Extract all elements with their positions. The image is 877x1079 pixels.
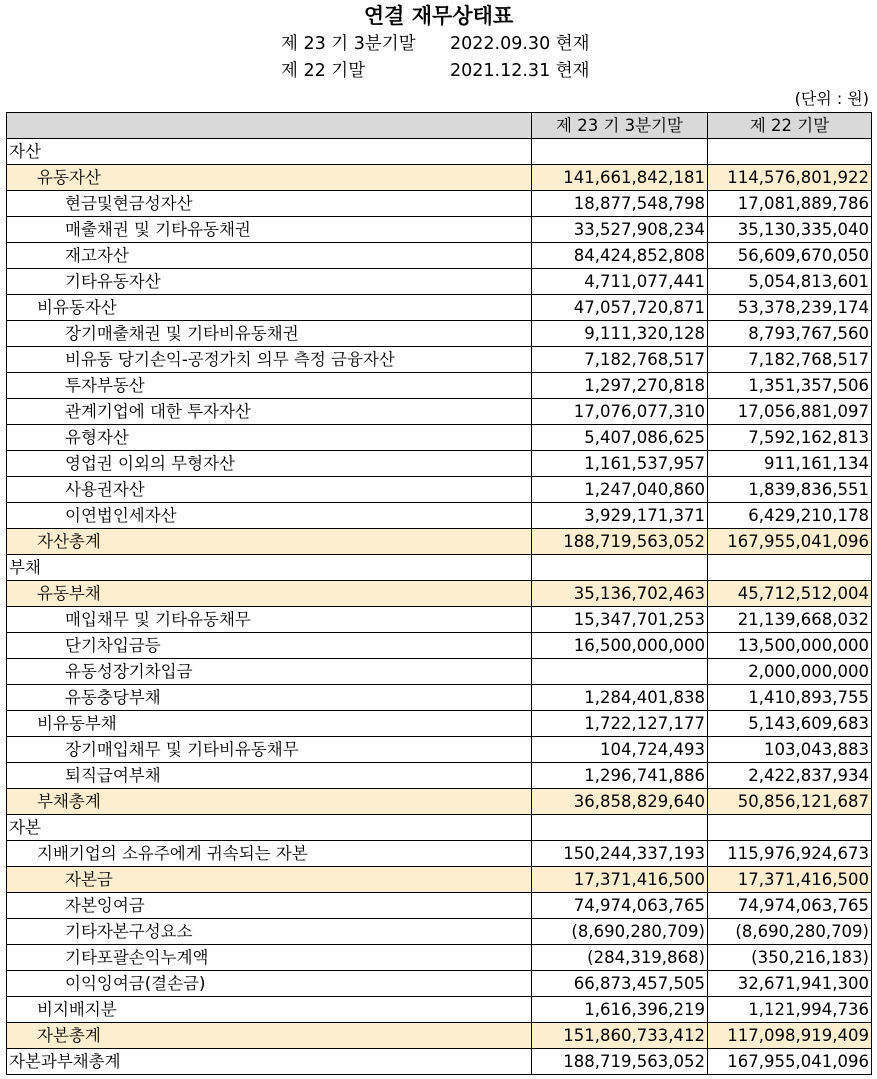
- account-name: 영업권 이외의 무형자산: [7, 451, 532, 477]
- current-period-value: 7,182,768,517: [532, 347, 708, 373]
- table-row: [7, 347, 872, 373]
- prior-period-value: 114,576,801,922: [708, 165, 872, 191]
- current-period-value: 1,297,270,818: [532, 373, 708, 399]
- account-name: 장기매출채권 및 기타비유동채권: [7, 321, 532, 347]
- table-row: [7, 191, 872, 217]
- table-row: [7, 529, 872, 555]
- table-row: [7, 1049, 872, 1075]
- table-row: [7, 919, 872, 945]
- current-period-value: 66,873,457,505: [532, 971, 708, 997]
- table-row: [7, 737, 872, 763]
- current-period-value: 15,347,701,253: [532, 607, 708, 633]
- account-name: 장기매입채무 및 기타비유동채무: [7, 737, 532, 763]
- current-period-value: 36,858,829,640: [532, 789, 708, 815]
- table-row: [7, 841, 872, 867]
- statement-title: 연결 재무상태표: [363, 4, 514, 28]
- prior-period-value: 5,054,813,601: [708, 269, 872, 295]
- table-row: [7, 971, 872, 997]
- account-name: 기타유동자산: [7, 269, 532, 295]
- account-name: 비유동부채: [7, 711, 532, 737]
- prior-period-value: 50,856,121,687: [708, 789, 872, 815]
- account-name: 기타포괄손익누계액: [7, 945, 532, 971]
- table-row: [7, 1023, 872, 1049]
- unit-label: (단위 : 원): [794, 89, 869, 108]
- account-name: 자본: [7, 815, 532, 841]
- prior-period-value: 21,139,668,032: [708, 607, 872, 633]
- prior-period-value: 1,351,357,506: [708, 373, 872, 399]
- prior-period-value: 53,378,239,174: [708, 295, 872, 321]
- prior-period-value: 117,098,919,409: [708, 1023, 872, 1049]
- account-name: 재고자산: [7, 243, 532, 269]
- prior-period-value: 8,793,767,560: [708, 321, 872, 347]
- account-name: 유동자산: [7, 165, 532, 191]
- balance-sheet-table: [6, 112, 872, 1075]
- current-period-value: 150,244,337,193: [532, 841, 708, 867]
- current-period-value: 1,161,537,957: [532, 451, 708, 477]
- account-name: 유동부채: [7, 581, 532, 607]
- current-period-value: 1,616,396,219: [532, 997, 708, 1023]
- current-period-value: 141,661,842,181: [532, 165, 708, 191]
- prior-period-value: 167,955,041,096: [708, 1049, 872, 1075]
- account-name: 관계기업에 대한 투자자산: [7, 399, 532, 425]
- prior-period-value: 115,976,924,673: [708, 841, 872, 867]
- table-row: [7, 581, 872, 607]
- current-period-value: 1,722,127,177: [532, 711, 708, 737]
- table-row: [7, 711, 872, 737]
- account-name: 매입채무 및 기타유동채무: [7, 607, 532, 633]
- table-row: [7, 555, 872, 581]
- table-row: [7, 867, 872, 893]
- prior-period-value: 74,974,063,765: [708, 893, 872, 919]
- account-name: 자산총계: [7, 529, 532, 555]
- account-name: 비유동 당기손익-공정가치 의무 측정 금융자산: [7, 347, 532, 373]
- account-name: 지배기업의 소유주에게 귀속되는 자본: [7, 841, 532, 867]
- prior-period-value: (350,216,183): [708, 945, 872, 971]
- current-period-value: 151,860,733,412: [532, 1023, 708, 1049]
- prior-period-value: 32,671,941,300: [708, 971, 872, 997]
- prior-period-value: [708, 815, 872, 841]
- table-row: [7, 893, 872, 919]
- prior-period-value: 13,500,000,000: [708, 633, 872, 659]
- table-row: [7, 477, 872, 503]
- table-row: [7, 633, 872, 659]
- table-row: [7, 763, 872, 789]
- account-name: 사용권자산: [7, 477, 532, 503]
- prior-period-value: (8,690,280,709): [708, 919, 872, 945]
- current-period-value: 16,500,000,000: [532, 633, 708, 659]
- account-name: 자산: [7, 139, 532, 165]
- account-name: 투자부동산: [7, 373, 532, 399]
- current-period-value: 1,247,040,860: [532, 477, 708, 503]
- current-period-value: 17,371,416,500: [532, 867, 708, 893]
- account-name: 자본총계: [7, 1023, 532, 1049]
- current-period-value: 188,719,563,052: [532, 529, 708, 555]
- prior-period-value: 17,371,416,500: [708, 867, 872, 893]
- account-name: 유동충당부채: [7, 685, 532, 711]
- current-period-value: 35,136,702,463: [532, 581, 708, 607]
- account-name: 부채총계: [7, 789, 532, 815]
- table-row: [7, 295, 872, 321]
- account-name: 기타자본구성요소: [7, 919, 532, 945]
- current-period-date: 2022.09.30 현재: [450, 34, 590, 54]
- prior-period-value: 17,081,889,786: [708, 191, 872, 217]
- table-row: [7, 659, 872, 685]
- prior-period-value: 17,056,881,097: [708, 399, 872, 425]
- current-period-value: 33,527,908,234: [532, 217, 708, 243]
- prior-period-value: 2,422,837,934: [708, 763, 872, 789]
- prior-period-value: 5,143,609,683: [708, 711, 872, 737]
- header-prior-period: 제 22 기말: [708, 113, 872, 139]
- prior-period-value: 56,609,670,050: [708, 243, 872, 269]
- table-row: [7, 451, 872, 477]
- table-header-row: [7, 113, 872, 139]
- table-row: [7, 685, 872, 711]
- current-period-value: [532, 815, 708, 841]
- prior-period-value: 6,429,210,178: [708, 503, 872, 529]
- prior-period-value: 167,955,041,096: [708, 529, 872, 555]
- prior-period-value: 7,592,162,813: [708, 425, 872, 451]
- current-period-value: 104,724,493: [532, 737, 708, 763]
- prior-period-value: 1,839,836,551: [708, 477, 872, 503]
- current-period-value: 4,711,077,441: [532, 269, 708, 295]
- header-account: [7, 113, 532, 139]
- table-row: [7, 139, 872, 165]
- account-name: 비유동자산: [7, 295, 532, 321]
- current-period-value: [532, 659, 708, 685]
- table-row: [7, 217, 872, 243]
- current-period-value: 1,284,401,838: [532, 685, 708, 711]
- account-name: 이연법인세자산: [7, 503, 532, 529]
- table-row: [7, 165, 872, 191]
- table-row: [7, 373, 872, 399]
- account-name: 부채: [7, 555, 532, 581]
- prior-period-date: 2021.12.31 현재: [450, 61, 590, 81]
- current-period-value: [532, 555, 708, 581]
- prior-period-value: 911,161,134: [708, 451, 872, 477]
- current-period-value: 1,296,741,886: [532, 763, 708, 789]
- table-row: [7, 503, 872, 529]
- current-period-value: (8,690,280,709): [532, 919, 708, 945]
- prior-period-value: 1,410,893,755: [708, 685, 872, 711]
- account-name: 현금및현금성자산: [7, 191, 532, 217]
- prior-period-value: 103,043,883: [708, 737, 872, 763]
- prior-period-value: [708, 555, 872, 581]
- prior-period-value: 1,121,994,736: [708, 997, 872, 1023]
- table-row: [7, 399, 872, 425]
- prior-period-label: 제 22 기말: [281, 61, 366, 81]
- account-name: 유형자산: [7, 425, 532, 451]
- current-period-value: 3,929,171,371: [532, 503, 708, 529]
- prior-period-value: [708, 139, 872, 165]
- prior-period-value: 7,182,768,517: [708, 347, 872, 373]
- current-period-label: 제 23 기 3분기말: [281, 34, 416, 54]
- table-row: [7, 269, 872, 295]
- prior-period-value: 2,000,000,000: [708, 659, 872, 685]
- table-row: [7, 321, 872, 347]
- current-period-value: 84,424,852,808: [532, 243, 708, 269]
- table-row: [7, 607, 872, 633]
- account-name: 매출채권 및 기타유동채권: [7, 217, 532, 243]
- account-name: 자본금: [7, 867, 532, 893]
- prior-period-value: 45,712,512,004: [708, 581, 872, 607]
- current-period-value: 188,719,563,052: [532, 1049, 708, 1075]
- current-period-value: 9,111,320,128: [532, 321, 708, 347]
- table-row: [7, 425, 872, 451]
- account-name: 단기차입금등: [7, 633, 532, 659]
- table-row: [7, 789, 872, 815]
- account-name: 이익잉여금(결손금): [7, 971, 532, 997]
- account-name: 자본과부채총계: [7, 1049, 532, 1075]
- table-row: [7, 945, 872, 971]
- current-period-value: [532, 139, 708, 165]
- current-period-value: 74,974,063,765: [532, 893, 708, 919]
- account-name: 퇴직급여부채: [7, 763, 532, 789]
- header-current-period: 제 23 기 3분기말: [532, 113, 708, 139]
- account-name: 유동성장기차입금: [7, 659, 532, 685]
- prior-period-value: 35,130,335,040: [708, 217, 872, 243]
- table-row: [7, 997, 872, 1023]
- account-name: 자본잉여금: [7, 893, 532, 919]
- current-period-value: (284,319,868): [532, 945, 708, 971]
- account-name: 비지배지분: [7, 997, 532, 1023]
- current-period-value: 17,076,077,310: [532, 399, 708, 425]
- current-period-value: 5,407,086,625: [532, 425, 708, 451]
- current-period-value: 18,877,548,798: [532, 191, 708, 217]
- current-period-value: 47,057,720,871: [532, 295, 708, 321]
- table-row: [7, 243, 872, 269]
- table-row: [7, 815, 872, 841]
